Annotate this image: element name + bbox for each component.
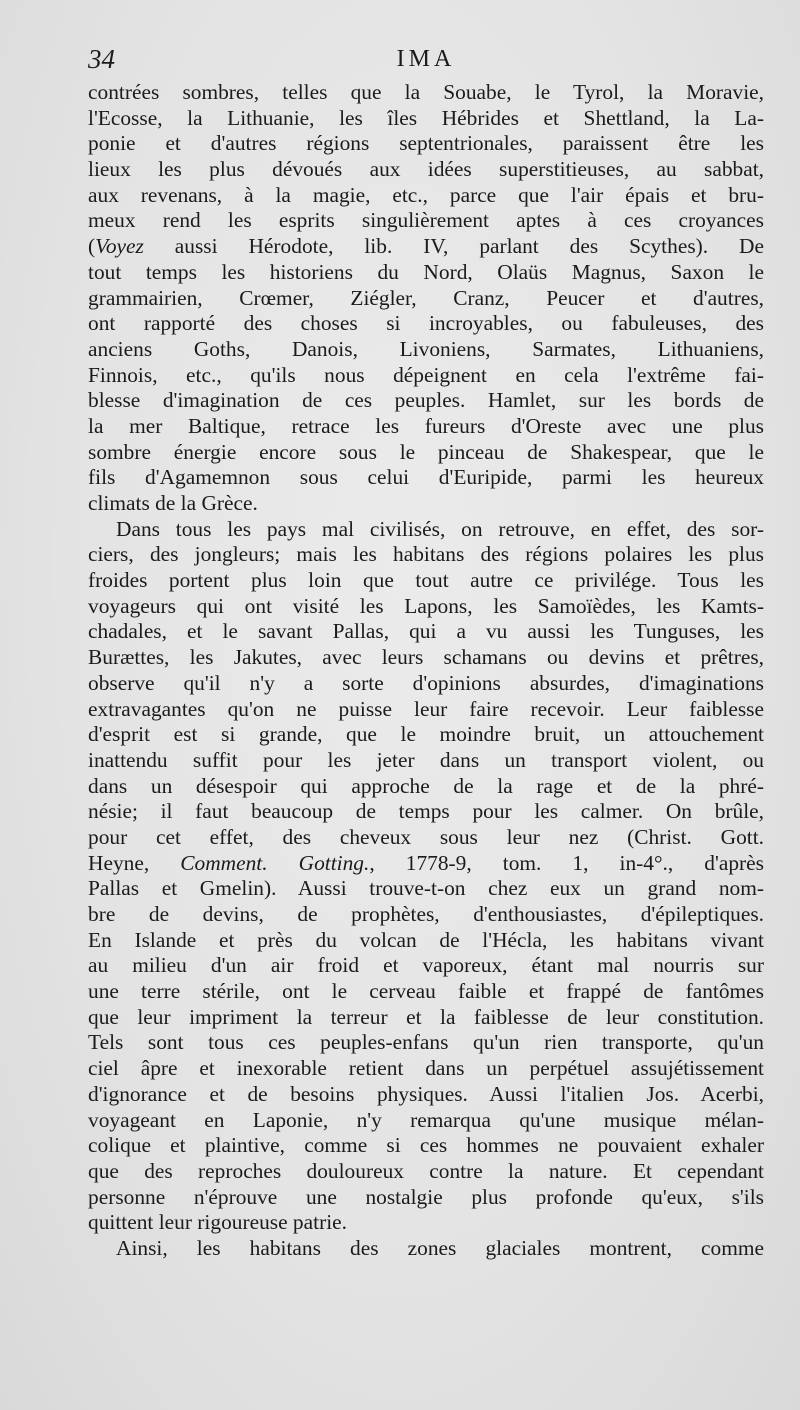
body-text (88, 80, 764, 1262)
text-line: quittent leur rigoureuse patrie. (88, 1210, 347, 1235)
text-line: ont rapporté des choses si incroyables, ou fabuleuses, des (88, 311, 764, 336)
text-line: Heyne, Comment. Gotting., 1778-9, tom. 1, in-4°., d'après (88, 850, 764, 875)
text-line: Dans tous les pays mal civilisés, on retrouve, en effet, des sor- (116, 516, 764, 541)
text-line: climats de la Grèce. (88, 491, 258, 515)
text-line: contrées sombres, telles que la Souabe, le Tyrol, la Moravie, (88, 80, 764, 104)
text-line: anciens Goths, Danois, Livoniens, Sarmates, Lithuaniens, (88, 336, 764, 361)
text-line: Pallas et Gmelin). Aussi trouve-t-on chez eux un grand nom- (88, 876, 764, 901)
text-line: pour cet effet, des cheveux sous leur nez (Christ. Gott. (88, 824, 764, 849)
text-line: d'ignorance et de besoins physiques. Aussi l'italien Jos. Acerbi, (88, 1081, 764, 1106)
text-line: chadales, et le savant Pallas, qui a vu aussi les Tunguses, les (88, 619, 764, 644)
text-line: personne n'éprouve une nostalgie plus profonde qu'eux, s'ils (88, 1184, 764, 1209)
text-line: lieux les plus dévoués aux idées superstitieuses, au sabbat, (88, 157, 764, 182)
page-number: 34 (88, 44, 115, 74)
paragraph (88, 80, 764, 517)
text-line: bre de devins, de prophètes, d'enthousiastes, d'épileptiques. (88, 902, 764, 926)
text-line: tout temps les historiens du Nord, Olaüs Magnus, Saxon le (88, 259, 764, 284)
text-line: froides portent plus loin que tout autre ce privilége. Tous les (88, 568, 764, 593)
text-line: ciers, des jongleurs; mais les habitans des régions polaires les plus (88, 542, 764, 567)
text-line: Burættes, les Jakutes, avec leurs schamans ou devins et prêtres, (88, 645, 764, 670)
text-line: meux rend les esprits singulièrement aptes à ces croyances (88, 208, 764, 233)
text-line: l'Ecosse, la Lithuanie, les îles Hébrides et Shettland, la La- (88, 105, 764, 130)
text-line: Finnois, etc., qu'ils nous dépeignent en cela l'extrême fai- (88, 362, 764, 387)
text-line: voyageurs qui ont visité les Lapons, les Samoïèdes, les Kamts- (88, 593, 764, 618)
text-line: que des reproches douloureux contre la nature. Et cependant (88, 1158, 764, 1183)
text-line: extravagantes qu'on ne puisse leur faire recevoir. Leur faiblesse (88, 696, 764, 721)
text-line: aux revenans, à la magie, etc., parce que l'air épais et bru- (88, 182, 764, 207)
text-line: voyageant en Laponie, n'y remarqua qu'une musique mélan- (88, 1107, 764, 1132)
text-line: inattendu suffit pour les jeter dans un transport violent, ou (88, 747, 764, 772)
text-line: d'esprit est si grande, que le moindre bruit, un attouchement (88, 722, 764, 747)
text-line: blesse d'imagination de ces peuples. Hamlet, sur les bords de (88, 388, 764, 413)
running-head: IMA (396, 46, 456, 72)
text-line: sombre énergie encore sous le pinceau de Shakespear, que le (88, 439, 764, 464)
paragraph (88, 1236, 764, 1262)
text-line: une terre stérile, ont le cerveau faible et frappé de fantômes (88, 979, 764, 1004)
text-line: observe qu'il n'y a sorte d'opinions absurdes, d'imaginations (88, 670, 764, 695)
text-line: (Voyez aussi Hérodote, lib. IV, parlant des Scythes). De (88, 234, 764, 259)
text-line: Tels sont tous ces peuples-enfans qu'un rien transporte, qu'un (88, 1030, 764, 1055)
text-line: que leur impriment la terreur et la faiblesse de leur constitution. (88, 1004, 764, 1029)
page-header (88, 44, 764, 80)
text-line: la mer Baltique, retrace les fureurs d'Oreste avec une plus (88, 413, 764, 438)
text-line: nésie; il faut beaucoup de temps pour les calmer. On brûle, (88, 799, 764, 824)
text-line: ponie et d'autres régions septentrionales, paraissent être les (88, 131, 764, 156)
text-line: Ainsi, les habitans des zones glaciales montrent, comme (116, 1235, 764, 1260)
text-line: grammairien, Crœmer, Ziégler, Cranz, Peucer et d'autres, (88, 285, 764, 310)
text-line: En Islande et près du volcan de l'Hécla, les habitans vivant (88, 927, 764, 952)
text-line: dans un désespoir qui approche de la rage et de la phré- (88, 773, 764, 798)
text-line: fils d'Agamemnon sous celui d'Euripide, parmi les heureux (88, 465, 764, 490)
paragraph (88, 517, 764, 1236)
text-line: au milieu d'un air froid et vaporeux, étant mal nourris sur (88, 953, 764, 978)
text-line: colique et plaintive, comme si ces hommes ne pouvaient exhaler (88, 1133, 764, 1158)
text-line: ciel âpre et inexorable retient dans un perpétuel assujétissement (88, 1056, 764, 1081)
